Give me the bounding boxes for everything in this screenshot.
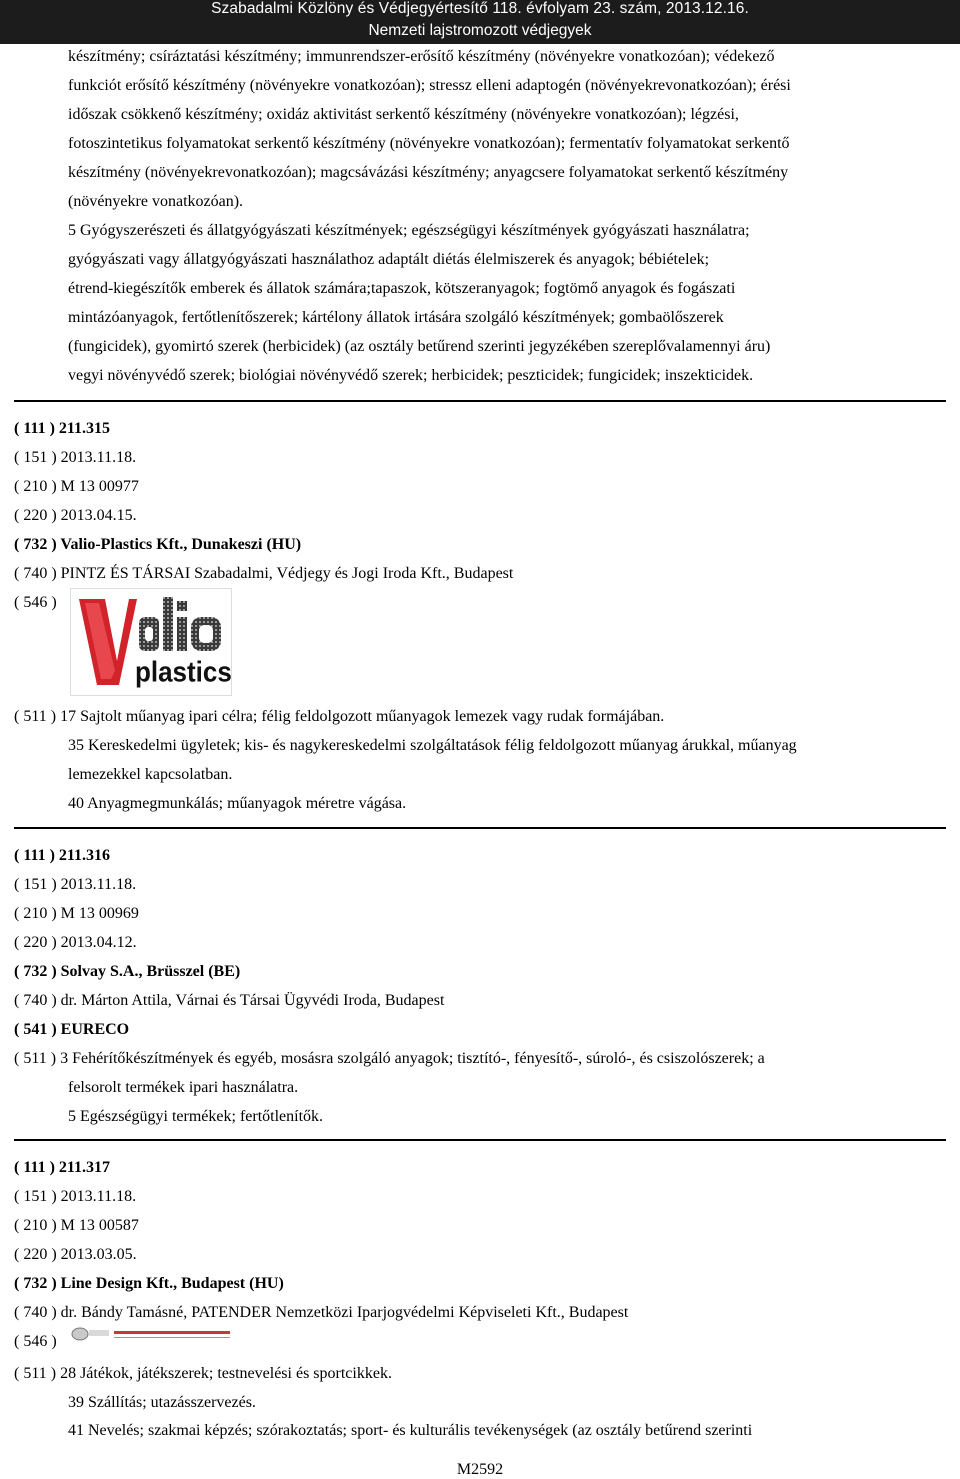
- filing-date: ( 220 ) 2013.04.15.: [14, 507, 137, 524]
- application-number: ( 210 ) M 13 00587: [14, 1217, 139, 1234]
- page-number: M2592: [456, 1461, 504, 1478]
- class-line: 40 Anyagmegmunkálás; műanyagok méretre vágása.: [68, 795, 407, 812]
- intro-line: (fungicidek), gyomirtó szerek (herbicidek) (az osztály betűrend szerinti jegyzékében szereplővalamennyi áru): [68, 338, 771, 355]
- class-line: felsorolt termékek ipari használatra.: [68, 1079, 299, 1096]
- intro-line: mintázóanyagok, fertőtlenítőszerek; kártélony állatok irtására szolgáló készítmények; gombaölőszerek: [68, 309, 724, 326]
- intro-line: készítmény (növényekrevonatkozóan); magcsávázási készítmény; anyagcsere folyamatokat serkentő készítmény: [68, 164, 789, 181]
- registration-date: ( 151 ) 2013.11.18.: [14, 876, 137, 893]
- holder: ( 732 ) Valio-Plastics Kft., Dunakeszi (HU): [14, 536, 302, 553]
- class-line: lemezekkel kapcsolatban.: [68, 766, 233, 783]
- entry-separator: [14, 827, 946, 829]
- valio-plastics-logo: [70, 588, 274, 696]
- mark-image-label: ( 546 ): [14, 594, 57, 611]
- word-mark: ( 541 ) EURECO: [14, 1021, 130, 1038]
- classes-of-goods: ( 511 ) 28 Játékok, játékszerek; testnevelési és sportcikkek.: [14, 1365, 392, 1382]
- intro-line: 5 Gyógyszerészeti és állatgyógyászati készítmények; egészségügyi készítmények gyógyászati használatra;: [68, 222, 750, 239]
- class-line: 41 Nevelés; szakmai képzés; szórakoztatás; sport- és kulturális tevékenységek (az osztály betűrend szerinti: [68, 1422, 753, 1439]
- classes-of-goods: ( 511 ) 17 Sajtolt műanyag ipari célra; félig feldolgozott műanyagok lemezek vagy rudak formájában.: [14, 708, 665, 725]
- class-line: 39 Szállítás; utazásszervezés.: [68, 1394, 256, 1411]
- intro-line: gyógyászati vagy állatgyógyászati használathoz adaptált diétás élelmiszerek és anyagok; bébiételek;: [68, 251, 710, 268]
- logo-text-top: Valio: [271, 589, 274, 590]
- intro-line: funkciót erősítő készítmény (növényekre vonatkozóan); stressz elleni adaptogén (növényekrevonatkozóan); érési: [68, 77, 791, 94]
- class-line: 35 Kereskedelmi ügyletek; kis- és nagykereskedelmi szolgáltatások félig feldolgozott műanyag árukkal, műanyag: [68, 737, 797, 754]
- holder: ( 732 ) Line Design Kft., Budapest (HU): [14, 1275, 284, 1292]
- registration-number: ( 111 ) 211.316: [14, 847, 111, 864]
- registration-date: ( 151 ) 2013.11.18.: [14, 449, 137, 466]
- line-design-logo: [70, 1326, 232, 1342]
- journal-title: Szabadalmi Közlöny és Védjegyértesítő 118. évfolyam 23. szám, 2013.12.16.: [211, 0, 749, 17]
- entry-separator: [14, 400, 946, 402]
- representative: ( 740 ) PINTZ ÉS TÁRSAI Szabadalmi, Védjegy és Jogi Iroda Kft., Budapest: [14, 565, 514, 582]
- intro-line: időszak csökkenő készítmény; oxidáz aktivitást serkentő készítmény (növényekre vonatkozóan); légzési,: [68, 106, 739, 123]
- logo-text-bottom: plastics: [135, 655, 232, 688]
- intro-line: fotoszintetikus folyamatokat serkentő készítmény (növényekre vonatkozóan); fermentatív folyamatokat serkentő: [68, 135, 790, 152]
- representative: ( 740 ) dr. Bándy Tamásné, PATENDER Nemzetközi Iparjogvédelmi Képviseleti Kft., Budapest: [14, 1304, 629, 1321]
- application-number: ( 210 ) M 13 00977: [14, 478, 139, 495]
- application-number: ( 210 ) M 13 00969: [14, 905, 139, 922]
- holder: ( 732 ) Solvay S.A., Brüsszel (BE): [14, 963, 241, 980]
- filing-date: ( 220 ) 2013.03.05.: [14, 1246, 137, 1263]
- registration-date: ( 151 ) 2013.11.18.: [14, 1188, 137, 1205]
- intro-line: vegyi növényvédő szerek; biológiai növényvédő szerek; herbicidek; peszticidek; fungicidek; inszekticidek.: [68, 367, 754, 384]
- intro-line: étrend-kiegészítők emberek és állatok számára;tapaszok, kötszeranyagok; fogtömő anyagok és fogászati: [68, 280, 736, 297]
- intro-line: készítmény; csíráztatási készítmény; immunrendszer-erősítő készítmény (növényekre vonatkozóan); védekező: [68, 48, 775, 65]
- intro-line: (növényekre vonatkozóan).: [68, 193, 244, 210]
- registration-number: ( 111 ) 211.317: [14, 1159, 111, 1176]
- registration-number: ( 111 ) 211.315: [14, 420, 111, 437]
- class-line: 5 Egészségügyi termékek; fertőtlenítők.: [68, 1108, 324, 1125]
- section-title: Nemzeti lajstromozott védjegyek: [368, 22, 592, 39]
- representative: ( 740 ) dr. Márton Attila, Várnai és Társai Ügyvédi Iroda, Budapest: [14, 992, 445, 1009]
- classes-of-goods: ( 511 ) 3 Fehérítőkészítmények és egyéb, mosásra szolgáló anyagok; tisztító-, fényesítő-, súroló-, és csiszolószerek; a: [14, 1050, 765, 1067]
- page-header: [0, 0, 960, 44]
- filing-date: ( 220 ) 2013.04.12.: [14, 934, 137, 951]
- entry-separator: [14, 1139, 946, 1141]
- mark-image-label: ( 546 ): [14, 1333, 57, 1350]
